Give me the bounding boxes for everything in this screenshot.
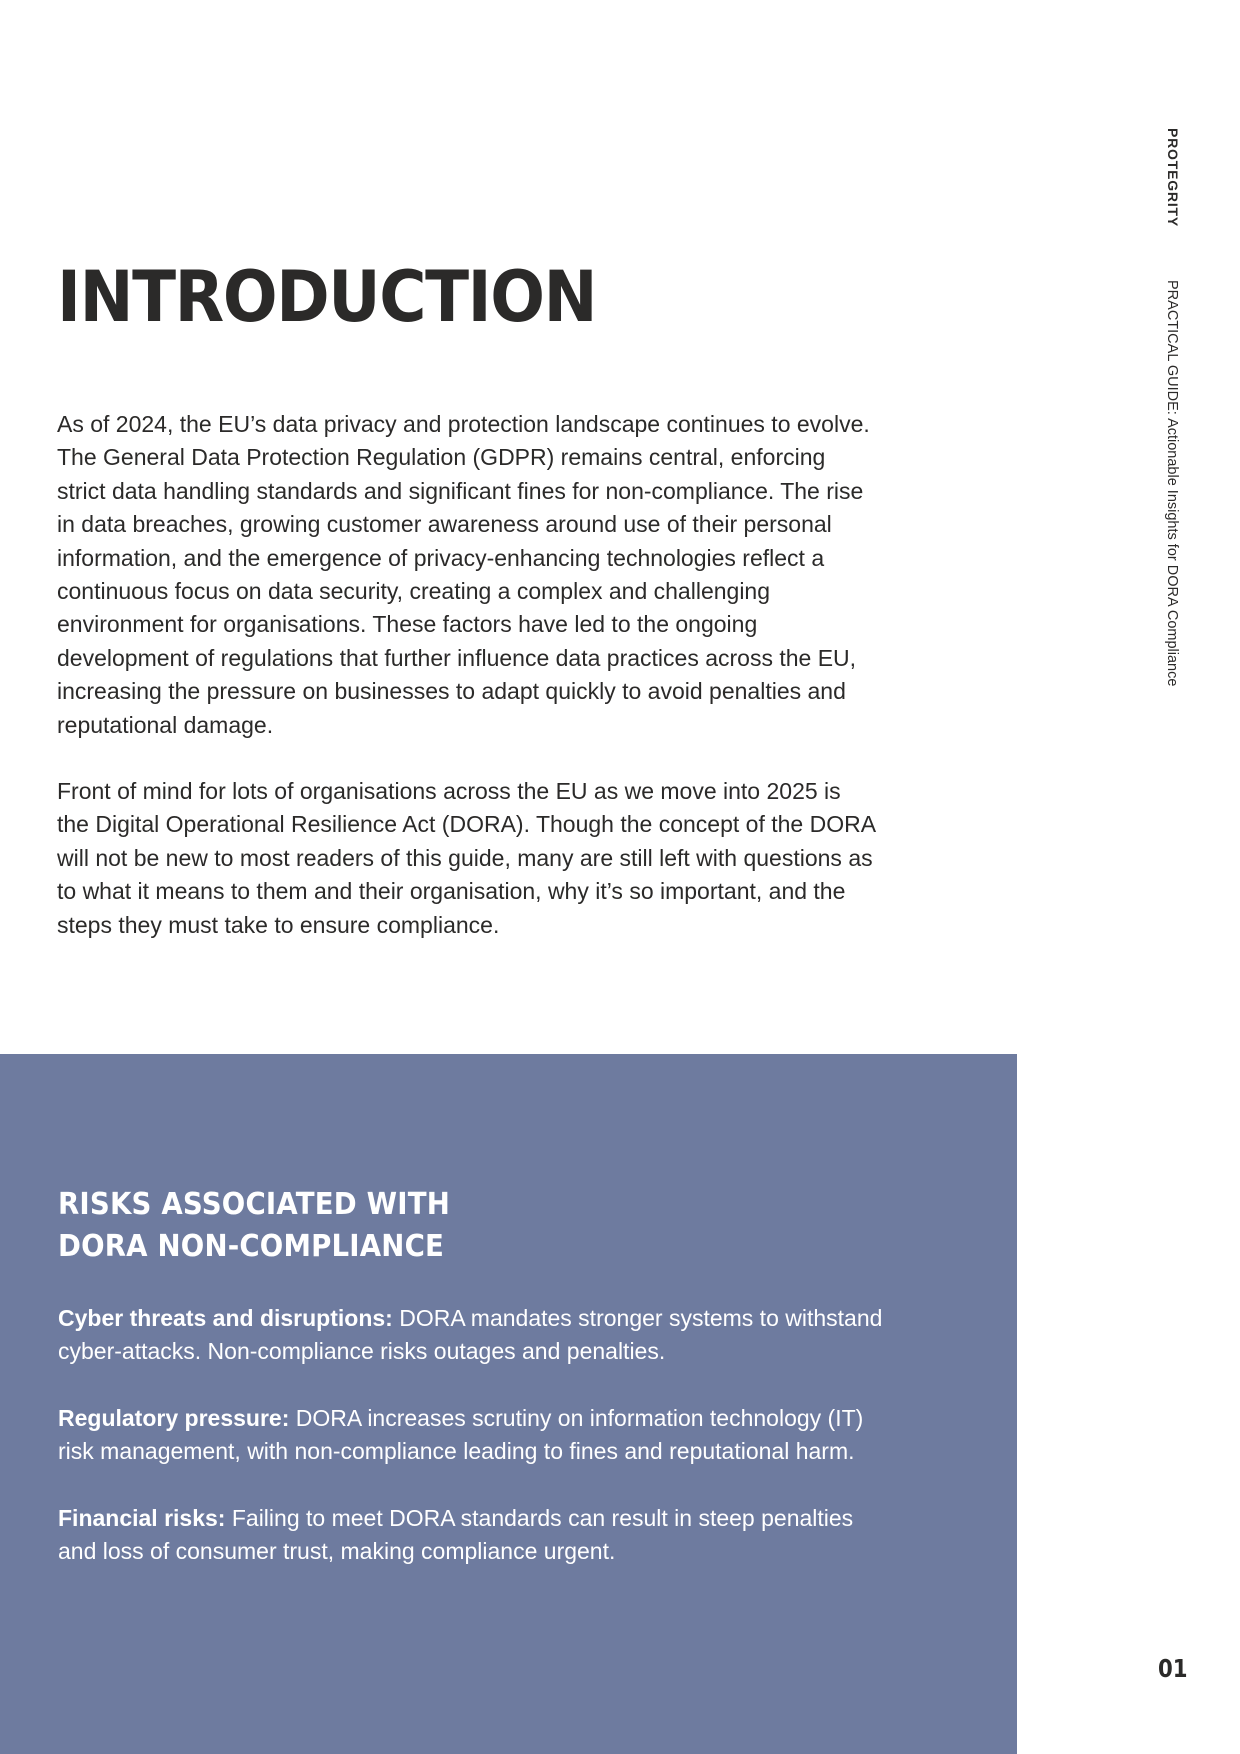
risk-item: [58, 1302, 888, 1369]
intro-paragraph: Front of mind for lots of organisations across the EU as we move into 2025 is the Digital Operational Resilience Act (DORA). Though the concept of the DORA will not be new to most readers of this guide, many are still left with questions as to what it means to them and their organisation, why it’s so important, and the steps they must take to ensure compliance.: [57, 778, 875, 938]
risks-list: [58, 1302, 888, 1601]
sidebar-running-header: [1165, 128, 1181, 686]
intro-body: [57, 408, 877, 975]
risks-heading-line: RISKS ASSOCIATED WITH: [58, 1187, 451, 1222]
risk-item: [58, 1502, 888, 1569]
risk-label: Cyber threats and disruptions:: [58, 1305, 393, 1331]
risks-heading-line: DORA NON-COMPLIANCE: [58, 1229, 445, 1264]
risk-label: Financial risks:: [58, 1504, 226, 1531]
risk-item: [58, 1402, 888, 1469]
risk-text: DORA mandates stronger systems to withstand cyber-attacks. Non-compliance risks outages and penalties.: [58, 1305, 883, 1365]
guide-title: PRACTICAL GUIDE: Actionable Insights for DORA Compliance: [1164, 280, 1180, 687]
risks-heading: [58, 1184, 450, 1268]
brand-name: PROTEGRITY: [1165, 128, 1181, 228]
page-number: 01: [1158, 1654, 1188, 1683]
risk-text: Failing to meet DORA standards can result in steep penalties and loss of consumer trust, making compliance urgent.: [58, 1504, 854, 1565]
risk-label: Regulatory pressure:: [58, 1404, 290, 1431]
page-title: INTRODUCTION: [57, 256, 597, 338]
risks-panel: [0, 1054, 1017, 1754]
intro-paragraph: As of 2024, the EU’s data privacy and protection landscape continues to evolve. The General Data Protection Regulation (GDPR) remains central, enforcing strict data handling standards and significant fines for non-compliance. The rise in data breaches, growing customer awareness around use of their personal information, and the emergence of privacy-enhancing technologies reflect a continuous focus on data security, creating a complex and challenging environment for organisations. These factors have led to the ongoing development of regulations that further influence data practices across the EU, increasing the pressure on businesses to adapt quickly to avoid penalties and reputational damage.: [57, 411, 870, 738]
risk-text: DORA increases scrutiny on information technology (IT) risk management, with non-compliance leading to fines and reputational harm.: [58, 1404, 864, 1465]
